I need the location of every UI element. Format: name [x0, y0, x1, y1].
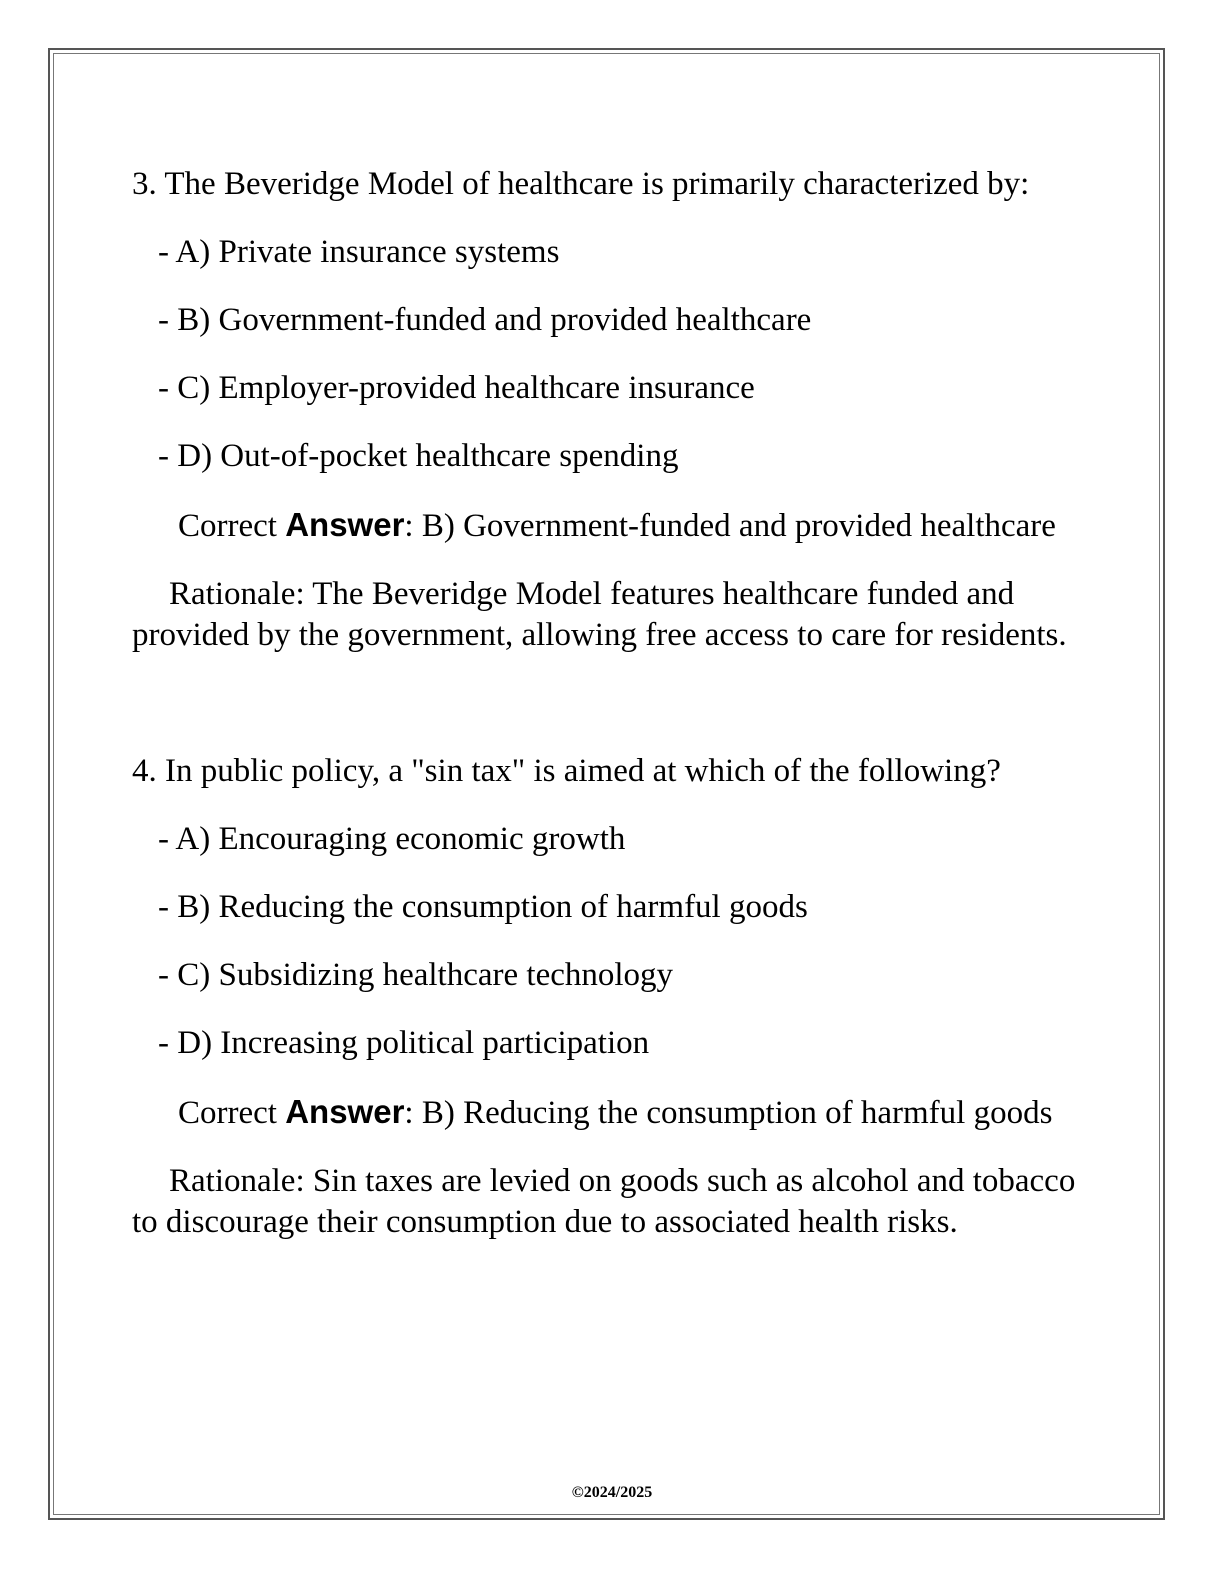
option-d: - D) Out-of-pocket healthcare spending [158, 438, 679, 474]
option-b: - B) Reducing the consumption of harmful goods [158, 889, 808, 925]
rationale-text: Rationale: Sin taxes are levied on goods such as alcohol and tobacco to discourage their consumption due to associated health risks. [132, 1163, 1076, 1240]
answer-label: Answer [285, 506, 405, 543]
copyright-footer: ©2024/2025 [571, 1484, 653, 1501]
question-block [132, 751, 1082, 1243]
question-text: 4. In public policy, a "sin tax" is aimed at which of the following? [132, 753, 1001, 789]
option-b: - B) Government-funded and provided healthcare [158, 302, 812, 338]
answer-label: Answer [285, 1093, 405, 1130]
correct-answer [132, 1091, 1082, 1134]
option-d: - D) Increasing political participation [158, 1025, 650, 1061]
option-c: - C) Employer-provided healthcare insurance [158, 370, 755, 406]
rationale-text: Rationale: The Beveridge Model features healthcare funded and provided by the government, allowing free access to care for residents. [132, 576, 1067, 653]
answer-prefix: Correct [178, 508, 286, 544]
option-c: - C) Subsidizing healthcare technology [158, 957, 674, 993]
correct-answer [132, 504, 1082, 547]
option-a: - A) Encouraging economic growth [158, 821, 626, 857]
question-block [132, 164, 1082, 656]
option-a: - A) Private insurance systems [158, 234, 560, 270]
question-text: 3. The Beveridge Model of healthcare is primarily characterized by: [132, 166, 1030, 202]
document-body [132, 164, 1082, 1243]
answer-text: : B) Reducing the consumption of harmful goods [404, 1095, 1053, 1131]
answer-prefix: Correct [178, 1095, 286, 1131]
answer-text: : B) Government-funded and provided healthcare [404, 508, 1056, 544]
